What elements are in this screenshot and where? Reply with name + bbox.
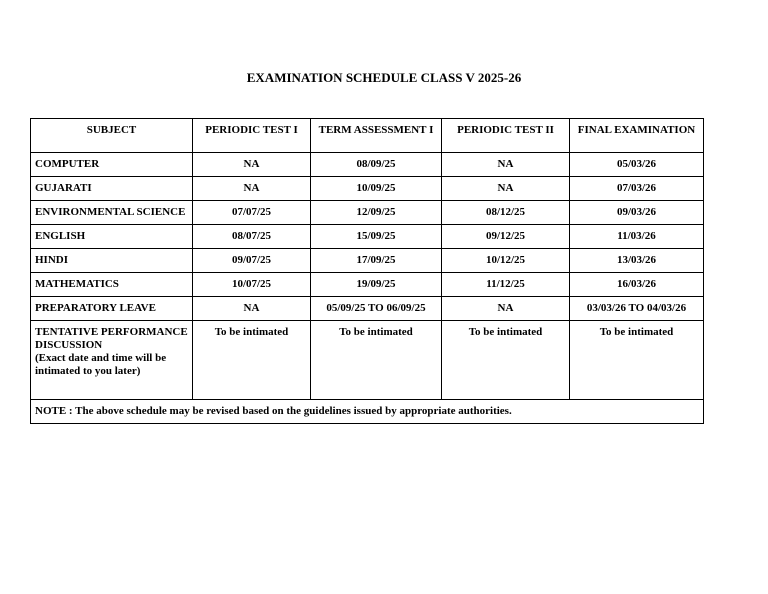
subject-cell: PREPARATORY LEAVE: [31, 297, 193, 321]
table-row: [31, 177, 704, 201]
periodic-test-1-cell: 10/07/25: [193, 273, 311, 297]
final-examination-cell: To be intimated: [570, 321, 704, 400]
subject-cell: GUJARATI: [31, 177, 193, 201]
periodic-test-2-cell: To be intimated: [442, 321, 570, 400]
table-header-row: [31, 119, 704, 153]
tentative-subject-label: TENTATIVE PERFORMANCE DISCUSSION: [35, 326, 188, 351]
periodic-test-2-cell: 10/12/25: [442, 249, 570, 273]
tentative-subject-note: (Exact date and time will be intimated to you later): [35, 352, 167, 377]
term-assessment-1-cell: 05/09/25 TO 06/09/25: [311, 297, 442, 321]
table-row: [31, 249, 704, 273]
header-periodic-test-1: PERIODIC TEST I: [193, 119, 311, 153]
table-row: [31, 201, 704, 225]
periodic-test-1-cell: 09/07/25: [193, 249, 311, 273]
periodic-test-2-cell: NA: [442, 153, 570, 177]
header-term-assessment-1: TERM ASSESSMENT I: [311, 119, 442, 153]
header-subject: SUBJECT: [31, 119, 193, 153]
subject-cell: MATHEMATICS: [31, 273, 193, 297]
final-examination-cell: 03/03/26 TO 04/03/26: [570, 297, 704, 321]
periodic-test-1-cell: 07/07/25: [193, 201, 311, 225]
periodic-test-1-cell: NA: [193, 297, 311, 321]
subject-cell: ENGLISH: [31, 225, 193, 249]
term-assessment-1-cell: 08/09/25: [311, 153, 442, 177]
tentative-subject-cell: [31, 321, 193, 400]
term-assessment-1-cell: 19/09/25: [311, 273, 442, 297]
subject-cell: COMPUTER: [31, 153, 193, 177]
periodic-test-1-cell: NA: [193, 153, 311, 177]
term-assessment-1-cell: 17/09/25: [311, 249, 442, 273]
table-row: [31, 297, 704, 321]
subject-cell: ENVIRONMENTAL SCIENCE: [31, 201, 193, 225]
table-row: [31, 153, 704, 177]
periodic-test-1-cell: NA: [193, 177, 311, 201]
term-assessment-1-cell: 10/09/25: [311, 177, 442, 201]
subject-cell: HINDI: [31, 249, 193, 273]
page-title: EXAMINATION SCHEDULE CLASS V 2025-26: [246, 70, 522, 85]
periodic-test-2-cell: 09/12/25: [442, 225, 570, 249]
note-row: [31, 400, 704, 424]
final-examination-cell: 07/03/26: [570, 177, 704, 201]
final-examination-cell: 11/03/26: [570, 225, 704, 249]
final-examination-cell: 05/03/26: [570, 153, 704, 177]
table-row: [31, 273, 704, 297]
periodic-test-1-cell: To be intimated: [193, 321, 311, 400]
periodic-test-1-cell: 08/07/25: [193, 225, 311, 249]
term-assessment-1-cell: 15/09/25: [311, 225, 442, 249]
schedule-note: NOTE : The above schedule may be revised based on the guidelines issued by appropriate authorities.: [31, 400, 704, 424]
final-examination-cell: 13/03/26: [570, 249, 704, 273]
final-examination-cell: 09/03/26: [570, 201, 704, 225]
exam-schedule-table: [30, 118, 704, 424]
term-assessment-1-cell: To be intimated: [311, 321, 442, 400]
term-assessment-1-cell: 12/09/25: [311, 201, 442, 225]
table-row: [31, 225, 704, 249]
periodic-test-2-cell: NA: [442, 297, 570, 321]
periodic-test-2-cell: NA: [442, 177, 570, 201]
header-periodic-test-2: PERIODIC TEST II: [442, 119, 570, 153]
final-examination-cell: 16/03/26: [570, 273, 704, 297]
periodic-test-2-cell: 11/12/25: [442, 273, 570, 297]
periodic-test-2-cell: 08/12/25: [442, 201, 570, 225]
header-final-examination: FINAL EXAMINATION: [570, 119, 704, 153]
tentative-discussion-row: [31, 321, 704, 400]
